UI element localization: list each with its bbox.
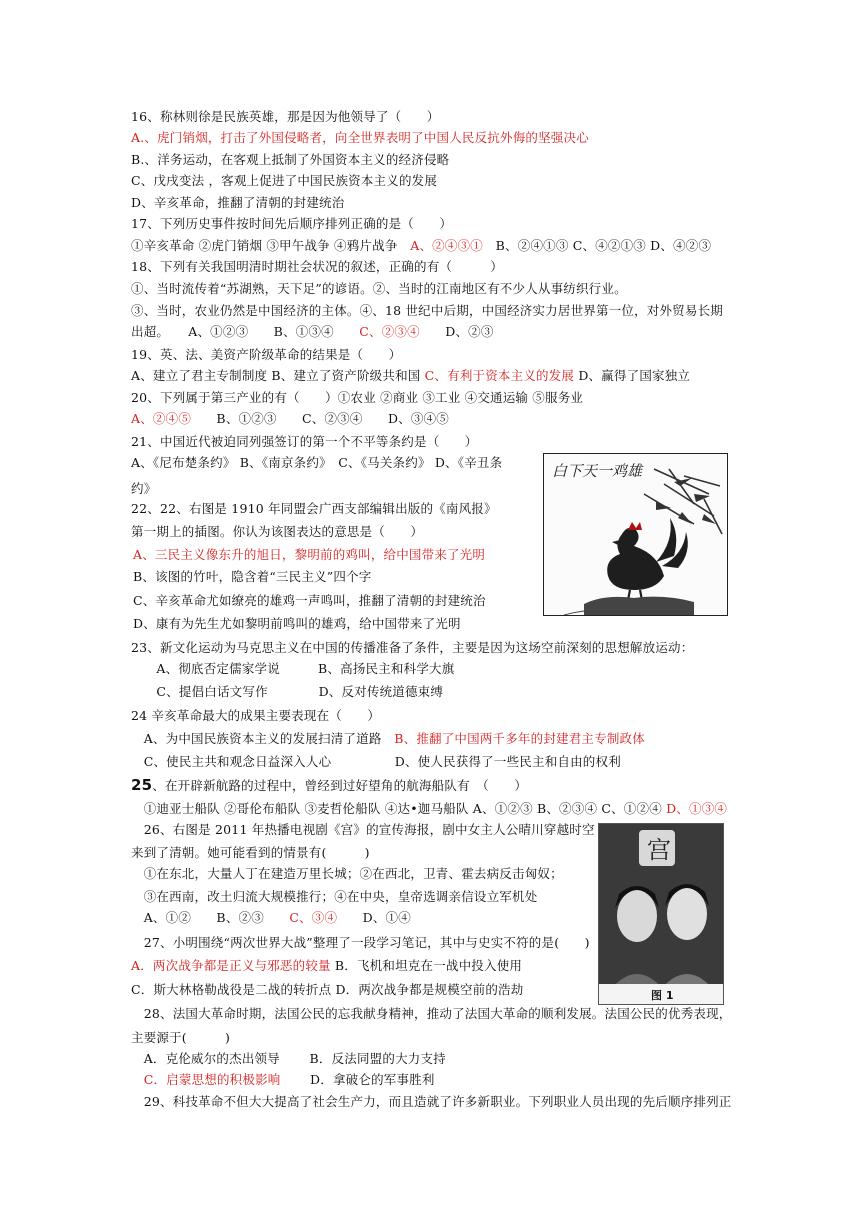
line-q22b xyxy=(131,524,423,540)
q28b-part-0: 主要源于( ) xyxy=(131,1030,231,1045)
q28c-part-0: A．克伦威尔的杰出领导 B．反法同盟的大力支持 xyxy=(131,1051,446,1066)
rooster-illustration xyxy=(543,453,728,616)
q19o-part-2: D、赢得了国家独立 xyxy=(574,368,691,383)
line-q16 xyxy=(131,109,439,125)
line-q24a xyxy=(131,731,645,747)
q25o-part-0: ①迪亚士船队 ②哥伦布船队 ③麦哲伦船队 ④达•迦马船队 A、①②③ B、②③④ C、①②④ xyxy=(131,801,667,816)
line-q23a xyxy=(131,661,454,677)
q28d-part-2: D．拿破仑的军事胜利 xyxy=(280,1072,435,1087)
q22od-part-0: D、康有为先生尤如黎明前鸣叫的雄鸡，给中国带来了光明 xyxy=(133,616,461,631)
q26-part-0: 26、右图是 2011 年热播电视剧《宫》的宣传海报，剧中女主人公晴川穿越时空 xyxy=(131,822,595,837)
q26b-part-0: 来到了清朝。她可能看到的情景有( ) xyxy=(131,845,370,860)
line-q22 xyxy=(131,501,497,517)
q20o-part-0: A、②④⑤ xyxy=(131,411,192,426)
q17o-part-0: ①辛亥革命 ②虎门销烟 ③甲午战争 ④鸦片战争 xyxy=(131,238,411,253)
line-q26 xyxy=(131,822,595,838)
line-q21o xyxy=(131,455,502,471)
line-q20o xyxy=(131,411,449,427)
line-q21 xyxy=(131,434,478,450)
q25-part-0: 25 xyxy=(131,776,153,794)
q24b-part-0: C、使民主共和观念日益深入人心 D、使人民获得了一些民主和自由的权利 xyxy=(131,754,621,769)
q21p-part-0: 约》 xyxy=(131,481,157,496)
q24a-part-1: B、推翻了中国两千多年的封建君主专制政体 xyxy=(394,731,645,746)
line-q21p xyxy=(131,481,156,497)
q19o-part-0: A、建立了君主专制制度 B、建立了资产阶级共和国 xyxy=(131,368,425,383)
q16-part-0: 16、称林则徐是民族英雄，那是因为他领导了（ ） xyxy=(131,109,440,124)
q22oc-part-0: C、辛亥革命尤如缭亮的雄鸡一声鸣叫，推翻了清朝的封建统治 xyxy=(133,593,486,608)
line-q18b xyxy=(131,303,723,319)
q28-part-0: 28、法国大革命时期，法国公民的忘我献身精神，推动了法国大革命的顺利发展。法国公民的优秀表现， xyxy=(131,1006,732,1021)
line-q28c xyxy=(131,1051,446,1067)
q23b-part-0: C、提倡白话文写作 D、反对传统道德束缚 xyxy=(131,684,444,699)
q22ob-part-0: B、该图的竹叶，隐含着“三民主义”四个字 xyxy=(133,569,372,584)
line-q26o xyxy=(131,910,411,926)
q28d-part-1: C．启蒙思想的积极影响 xyxy=(143,1072,281,1087)
line-q23b xyxy=(131,684,443,700)
line-q17 xyxy=(131,216,452,232)
q25o-part-1: D、①③④ xyxy=(666,801,728,816)
poster-label: 图 1 xyxy=(651,989,674,1002)
line-q22od xyxy=(133,616,461,632)
line-q22oc xyxy=(133,593,486,609)
line-q20 xyxy=(131,390,583,406)
q16a-part-0: A.、虎门销烟，打击了外国侵略者，向全世界表明了中国人民反抗外侮的坚强决心 xyxy=(131,130,589,145)
line-q25o xyxy=(131,801,727,817)
q29-part-0: 29、科技革命不但大大提高了社会生产力，而且造就了许多新职业。下列职业人员出现的先后顺序排列正 xyxy=(131,1094,732,1109)
line-q22oa xyxy=(133,547,485,563)
q26o-part-0: A、①② B、②③ xyxy=(131,910,290,925)
poster-title: 宫 xyxy=(647,836,671,864)
q19-part-0: 19、英、法、美资产阶级革命的结果是（ ） xyxy=(131,347,402,362)
q27-part-0: 27、小明围绕“两次世界大战”整理了一段学习笔记，其中与史实不符的是( ) xyxy=(131,935,590,950)
line-q27 xyxy=(131,935,590,951)
q18c-part-2: D、②③ xyxy=(419,324,494,339)
q21-part-0: 21、中国近代被迫同列强签订的第一个不平等条约是（ ） xyxy=(131,434,478,449)
q17o-part-1: A、②④③① xyxy=(410,238,483,253)
q17o-part-2: B、②④①③ C、④②①③ D、④②③ xyxy=(482,238,712,253)
line-q18c xyxy=(131,324,494,340)
line-q28 xyxy=(131,1006,732,1022)
line-q24b xyxy=(131,754,621,770)
line-q26b xyxy=(131,845,370,861)
q23-part-0: 23、新文化运动为马克思主义在中国的传播准备了条件，主要是因为这场空前深刻的思想解放运动： xyxy=(131,640,694,655)
q17-part-0: 17、下列历史事件按时间先后顺序排列正确的是（ ） xyxy=(131,216,453,231)
line-q23 xyxy=(131,640,693,656)
line-q27a xyxy=(131,958,522,974)
line-q18a xyxy=(131,281,627,297)
q18c-part-1: C、②③④ xyxy=(359,324,420,339)
q18-part-0: 18、下列有关我国明清时期社会状况的叙述，正确的有（ ） xyxy=(131,259,503,274)
line-q25 xyxy=(131,777,527,794)
line-q22ob xyxy=(133,569,371,585)
line-q29 xyxy=(131,1094,732,1110)
q19o-part-1: C、有利于资本主义的发展 xyxy=(424,368,575,383)
tv-drama-poster xyxy=(598,823,724,1005)
q24-part-0: 24 辛亥革命最大的成果主要表现在（ ） xyxy=(131,708,381,723)
line-q27b xyxy=(131,982,523,998)
q26o-part-1: C、③④ xyxy=(289,910,338,925)
line-q26c xyxy=(131,866,563,882)
q26d-part-0: ③在西南，改土归流大规模推行；④在中央，皇帝选调亲信设立军机处 xyxy=(131,889,538,904)
q26c-part-0: ①在东北，大量人丁在建造万里长城；②在西北，卫青、霍去病反击匈奴； xyxy=(131,866,563,881)
line-q26d xyxy=(131,889,537,905)
q27a-part-1: B．飞机和坦克在一战中投入使用 xyxy=(330,958,523,973)
q22-part-0: 22、22、右图是 1910 年同盟会广西支部编辑出版的《南风报》 xyxy=(131,501,497,516)
line-q18 xyxy=(131,259,503,275)
line-q16a xyxy=(131,130,589,146)
line-q28b xyxy=(131,1030,230,1046)
q25-part-1: 、在开辟新航路的过程中，曾经到过好望角的航海船队有 （ ） xyxy=(152,778,528,793)
q16b-part-0: B.、洋务运动，在客观上抵制了外国资本主义的经济侵略 xyxy=(131,152,450,167)
line-q17o xyxy=(131,238,711,254)
q27b-part-0: C．斯大林格勒战役是二战的转折点 D．两次战争都是规模空前的浩劫 xyxy=(131,982,524,997)
q20o-part-1: B、①②③ C、②③④ D、③④⑤ xyxy=(191,411,450,426)
line-q24 xyxy=(131,708,380,724)
q27a-part-0: A．两次战争都是正义与邪恶的较量 xyxy=(131,958,331,973)
q18a-part-0: ①、当时流传着“苏湖熟，天下足”的谚语。②、当时的江南地区有不少人从事纺织行业。 xyxy=(131,281,627,296)
q18c-part-0: 出超。 A、①②③ B、①③④ xyxy=(131,324,360,339)
q22oa-part-0: A、三民主义像东升的旭日，黎明前的鸡叫，给中国带来了光明 xyxy=(133,547,486,562)
q18b-part-0: ③、当时，农业仍然是中国经济的主体。④、18 世纪中后期，中国经济实力居世界第一位，对外贸易长期 xyxy=(131,303,723,318)
q16d-part-0: D、辛亥革命，推翻了清朝的封建统治 xyxy=(131,195,345,210)
line-q19 xyxy=(131,347,401,363)
q21o-part-0: A、《尼布楚条约》 B、《南京条约》 C、《马关条约》 D、《辛丑条 xyxy=(131,455,503,470)
line-q16c xyxy=(131,173,437,189)
line-q19o xyxy=(131,368,690,384)
line-q28d xyxy=(131,1072,435,1088)
q28d-part-0 xyxy=(131,1072,144,1087)
rooster-caption: 白下天一鸡雄 xyxy=(552,462,643,480)
q22b-part-0: 第一期上的插图。你认为该图表达的意思是（ ） xyxy=(131,524,424,539)
q24a-part-0: A、为中国民族资本主义的发展扫清了道路 xyxy=(131,731,395,746)
line-q16d xyxy=(131,195,344,211)
q26o-part-2: D、①④ xyxy=(337,910,411,925)
line-q16b xyxy=(131,152,449,168)
q16c-part-0: C、戊戌变法 ，客观上促进了中国民族资本主义的发展 xyxy=(131,173,438,188)
q23a-part-0: A、彻底否定儒家学说 B、高扬民主和科学大旗 xyxy=(131,661,455,676)
q20-part-0: 20、下列属于第三产业的有（ ）①农业 ②商业 ③工业 ④交通运输 ⑤服务业 xyxy=(131,390,584,405)
